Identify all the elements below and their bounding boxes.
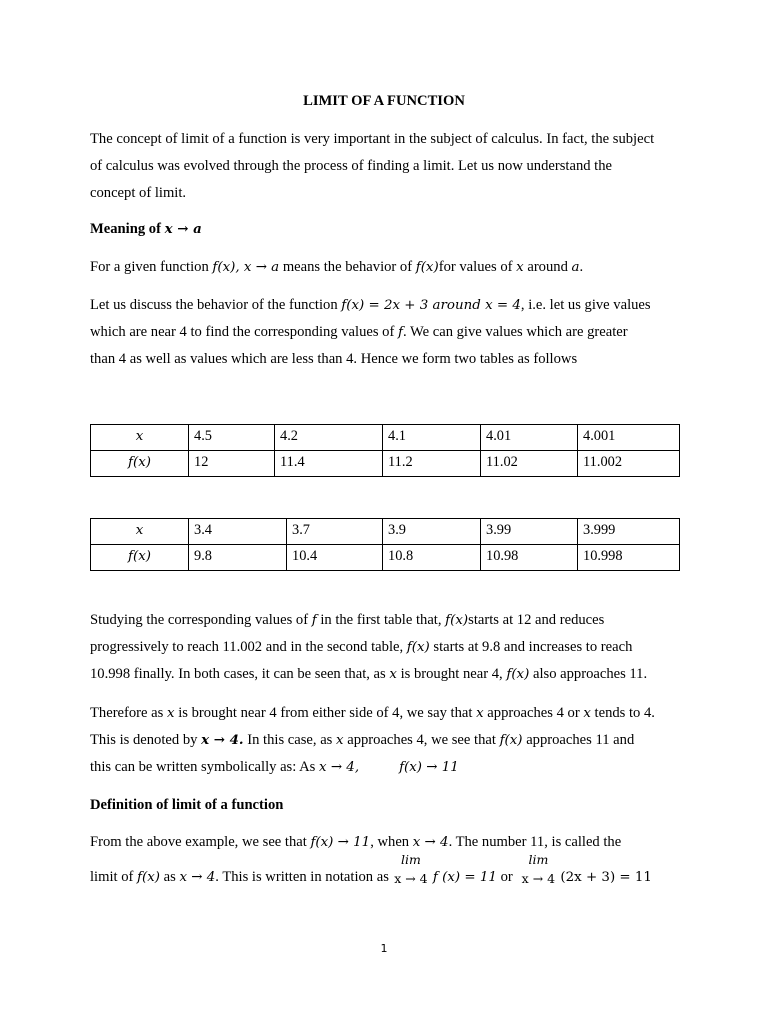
math-run: a (571, 260, 580, 275)
math-run: f(x) (406, 640, 430, 655)
definition-line (90, 829, 682, 856)
text-run: also approaches 11. (529, 666, 648, 682)
values-table-greater (90, 424, 680, 477)
text-run: or (496, 869, 517, 885)
discuss-line (90, 292, 682, 319)
table-cell: 9.8 (189, 545, 287, 571)
limit-notation (516, 852, 560, 891)
lim-subscript: x → 4 (521, 871, 556, 886)
table-row (91, 451, 680, 477)
table-cell: 3.4 (189, 519, 287, 545)
table-cell: 3.7 (287, 519, 383, 545)
therefore-paragraph (90, 700, 682, 781)
table-cell: 11.4 (275, 451, 383, 477)
math-run: f(x) (499, 733, 523, 748)
math-run: f (398, 325, 403, 340)
table-cell: 10.998 (578, 545, 680, 571)
lim-subscript: x → 4 (394, 871, 428, 886)
text-run: This is denoted by (90, 732, 202, 748)
table-cell: 11.02 (481, 451, 578, 477)
text-run: . This is written in notation as (215, 869, 389, 885)
math-run: f(x) (506, 667, 530, 682)
math-run: f(x), x → a (212, 260, 280, 275)
table-row (91, 519, 680, 545)
math-run: x → 4 (179, 870, 216, 885)
definition-paragraph (90, 829, 682, 891)
math-run: x → 4, (319, 760, 360, 775)
values-table-less (90, 518, 680, 571)
text-run: Let us discuss the behavior of the function (90, 297, 342, 313)
table-cell: 4.1 (383, 425, 481, 451)
page-title: LIMIT OF A FUNCTION (303, 93, 465, 109)
table-header-cell (91, 545, 189, 571)
math-run: x (583, 706, 591, 721)
math-run: x (336, 733, 344, 748)
math-run: f(x) (137, 870, 160, 885)
table-cell: 11.2 (383, 451, 481, 477)
intro-line: concept of limit. (90, 185, 187, 201)
math-run: f(x) (445, 613, 469, 628)
text-run: limit of (90, 869, 138, 885)
discuss-line: than 4 as well as values which are less than 4. Hence we form two tables as follows (90, 351, 578, 367)
text-run: . The number 11, is called the (448, 834, 622, 850)
fx-label: f(x) (128, 549, 151, 564)
math-run: x (389, 667, 397, 682)
study-paragraph (90, 607, 682, 688)
text-run: For a given function (90, 259, 209, 275)
table-header-cell (91, 451, 189, 477)
math-run: f(x) (415, 260, 439, 275)
text-run: . (579, 259, 584, 275)
fx-label: f(x) (128, 455, 151, 470)
text-run: in the first table that, (316, 612, 446, 628)
discuss-paragraph (90, 292, 682, 373)
text-run: , when (370, 834, 413, 850)
table-cell: 4.5 (189, 425, 275, 451)
meaning-paragraph (90, 254, 682, 281)
intro-line: of calculus was evolved through the process of finding a limit. Let us now understand the (90, 158, 613, 174)
text-run: means the behavior of (279, 259, 416, 275)
table-cell: 3.999 (578, 519, 680, 545)
table-cell: 4.01 (481, 425, 578, 451)
table-cell: 11.002 (578, 451, 680, 477)
study-line (90, 607, 682, 634)
text-run: starts at 12 and reduces (468, 612, 605, 628)
table-cell: 3.9 (383, 519, 481, 545)
study-line (90, 661, 682, 688)
study-line (90, 634, 682, 661)
math-run: f (x) = 11 (432, 870, 497, 885)
text-run: tends to 4. (590, 705, 655, 721)
math-run: x → 4. (201, 732, 244, 748)
text-run: for values of (438, 259, 517, 275)
table-row (91, 545, 680, 571)
definition-heading: Definition of limit of a function (90, 797, 284, 813)
text-run: is brought near 4, (396, 666, 507, 682)
therefore-line (90, 700, 682, 727)
table-cell: 10.98 (481, 545, 578, 571)
intro-paragraph (90, 126, 682, 207)
text-run: this can be written symbolically as: As (90, 759, 320, 775)
text-run: In this case, as (243, 732, 336, 748)
x-label: x (135, 429, 144, 444)
table-cell: 4.001 (578, 425, 680, 451)
intro-line: The concept of limit of a function is very important in the subject of calculus. In fact, the subject (90, 131, 655, 147)
meaning-heading-text: Meaning of (90, 221, 161, 237)
text-run: which are near 4 to find the corresponding values of (90, 324, 398, 340)
text-run: around (523, 259, 572, 275)
math-run: x → 4 (412, 835, 449, 850)
table-cell: 10.8 (383, 545, 481, 571)
math-run: f(x) → 11 (399, 760, 459, 775)
math-run: x (476, 706, 484, 721)
text-run: approaches 4 or (483, 705, 584, 721)
table-header-cell (91, 425, 189, 451)
math-run: f (311, 613, 317, 628)
text-run: 10.998 finally. In both cases, it can be seen that, as (90, 666, 390, 682)
definition-line (90, 852, 682, 891)
x-label: x (135, 523, 144, 538)
text-run: Therefore as (90, 705, 167, 721)
lim-label: lim (400, 852, 421, 867)
math-run: x (516, 260, 524, 275)
table-header-cell (91, 519, 189, 545)
math-run: (2x + 3) = 11 (560, 870, 652, 885)
text-run: , i.e. let us give values (520, 297, 651, 313)
text-run: approaches 4, we see that (343, 732, 500, 748)
text-run: starts at 9.8 and increases to reach (429, 639, 633, 655)
table-cell: 4.2 (275, 425, 383, 451)
text-run: progressively to reach 11.002 and in the second table, (90, 639, 407, 655)
math-run: f(x) = 2x + 3 around x = 4 (341, 298, 521, 313)
limit-notation (389, 852, 433, 891)
table-cell: 12 (189, 451, 275, 477)
text-run: approaches 11 and (522, 732, 635, 748)
meaning-heading-math: x → a (164, 221, 202, 237)
discuss-line (90, 319, 682, 346)
text-run: is brought near 4 from either side of 4, we say that (174, 705, 477, 721)
text-run: Studying the corresponding values of (90, 612, 312, 628)
therefore-line (90, 754, 682, 781)
lim-label: lim (528, 852, 549, 867)
math-run: x (166, 706, 175, 721)
table-row (91, 425, 680, 451)
math-run: f(x) → 11 (310, 835, 371, 850)
meaning-heading (90, 216, 682, 243)
therefore-line (90, 727, 682, 754)
text-run: From the above example, we see that (90, 834, 311, 850)
table-cell: 10.4 (287, 545, 383, 571)
table-cell: 3.99 (481, 519, 578, 545)
text-run: as (160, 869, 180, 885)
page-number: 1 (380, 942, 388, 955)
text-run: . We can give values which are greater (402, 324, 628, 340)
